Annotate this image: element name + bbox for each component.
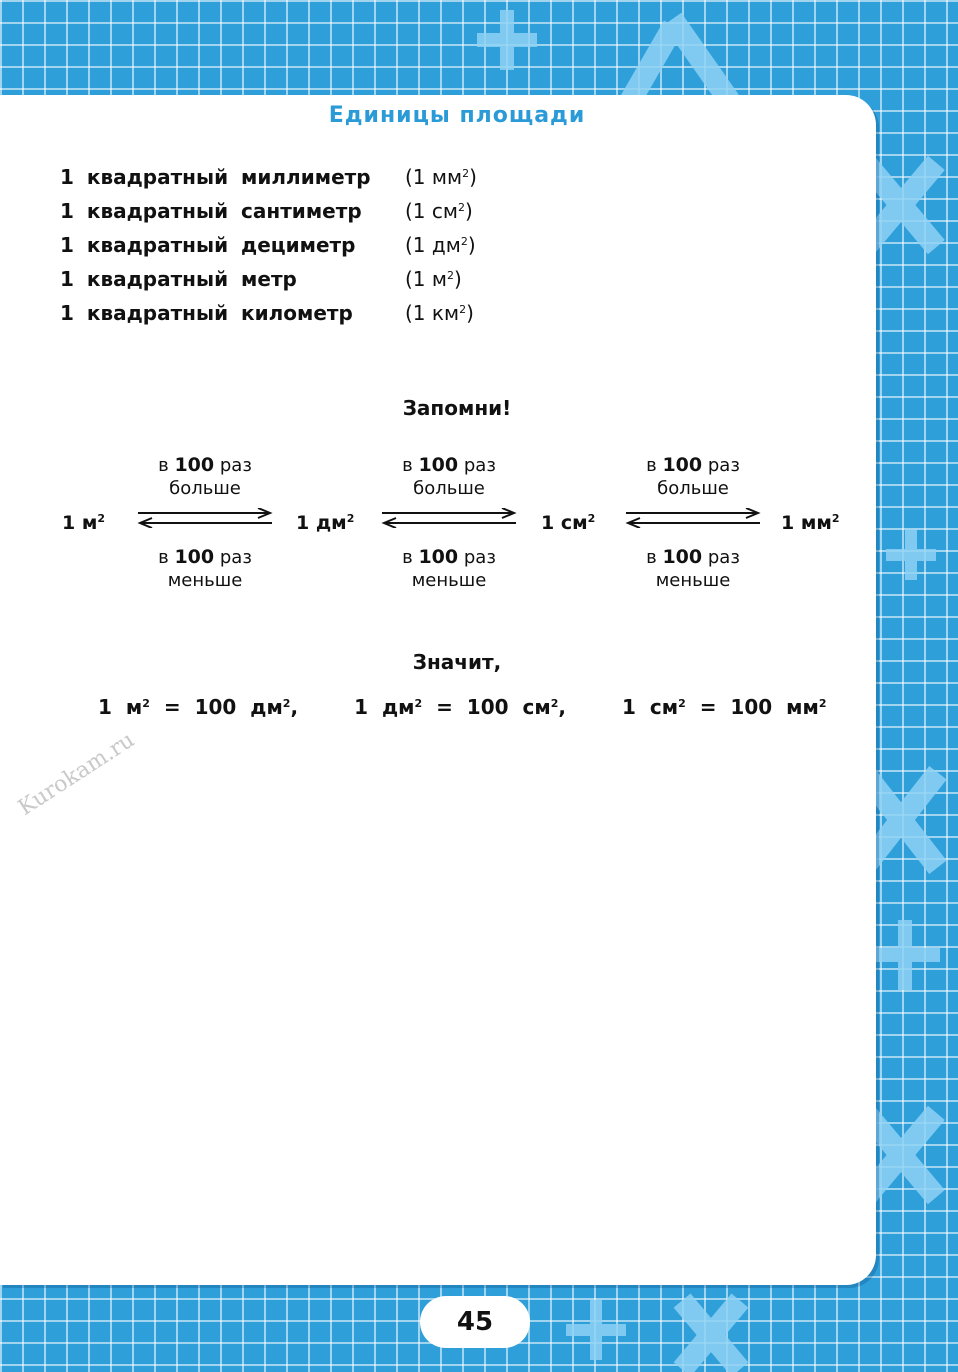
unit-abbr-close: ) (469, 165, 477, 189)
node-label: 1 см (541, 512, 588, 534)
node-power: 2 (346, 512, 355, 525)
page-number: 45 (420, 1296, 530, 1348)
double-arrow-icon (380, 508, 518, 528)
eq-rhs: = 100 см (422, 695, 551, 719)
unit-name: 1 квадратный сантиметр (60, 199, 362, 223)
eq-rhs: = 100 дм (149, 695, 283, 719)
label-smaller (130, 546, 280, 592)
remember-heading: Запомни! (402, 396, 512, 420)
factor-text: 100 (174, 546, 215, 568)
unit-abbr-close: ) (467, 233, 476, 257)
node-power: 2 (587, 512, 596, 525)
page-title: Единицы площади (328, 103, 586, 128)
prefix-text: в (158, 547, 169, 568)
unit-row (60, 194, 477, 228)
node-label: 1 мм (781, 512, 832, 534)
unit-abbr (405, 165, 477, 189)
node-power: 2 (97, 512, 106, 525)
label-smaller (618, 546, 768, 592)
unit-abbr-text: (1 дм (405, 233, 461, 257)
label-bigger (130, 454, 280, 500)
unit-name: 1 квадратный дециметр (60, 233, 356, 257)
bigger-text: больше (657, 478, 729, 499)
bigger-text: больше (169, 478, 241, 499)
eq-rhs-power: 2 (818, 697, 827, 710)
unit-abbr (405, 301, 474, 325)
unit-abbr-power: 2 (446, 269, 454, 282)
node-square-meter (62, 512, 105, 534)
label-bigger (618, 454, 768, 500)
eq-lhs: 1 дм (354, 695, 415, 719)
unit-abbr (405, 233, 476, 257)
node-square-millimeter (781, 512, 840, 534)
double-arrow-icon (136, 508, 274, 528)
equation (354, 695, 566, 719)
times-text: раз (219, 547, 252, 568)
eq-lhs: 1 см (621, 695, 679, 719)
conversion-scheme (0, 450, 880, 600)
prefix-text: в (158, 455, 169, 476)
times-text: раз (707, 455, 740, 476)
watermark: Kurokam.ru (14, 727, 140, 821)
equation (98, 695, 298, 719)
smaller-text: меньше (655, 570, 731, 591)
unit-row (60, 160, 477, 194)
eq-lhs-power: 2 (414, 697, 423, 710)
equation (622, 695, 827, 719)
unit-name: 1 квадратный метр (60, 267, 297, 291)
unit-abbr-power: 2 (462, 167, 470, 180)
eq-rhs-power: 2 (282, 697, 291, 710)
factor-text: 100 (662, 546, 703, 568)
unit-abbr-text: (1 см (405, 199, 458, 223)
prefix-text: в (646, 547, 657, 568)
times-text: раз (463, 455, 496, 476)
times-text: раз (219, 455, 252, 476)
units-list (60, 160, 477, 330)
conclusion-heading: Значит, (412, 650, 502, 674)
eq-rhs: = 100 мм (685, 695, 819, 719)
smaller-text: меньше (411, 570, 487, 591)
unit-abbr-power: 2 (457, 201, 465, 214)
factor-text: 100 (418, 546, 459, 568)
prefix-text: в (402, 547, 413, 568)
times-text: раз (707, 547, 740, 568)
node-square-decimeter (296, 512, 354, 534)
unit-name: 1 квадратный километр (60, 301, 353, 325)
unit-row (60, 296, 477, 330)
unit-abbr-text: (1 мм (405, 165, 463, 189)
eq-tail: , (290, 695, 299, 719)
label-bigger (374, 454, 524, 500)
eq-lhs: 1 м (98, 695, 143, 719)
unit-row (60, 228, 477, 262)
unit-abbr-power: 2 (460, 235, 468, 248)
unit-row (60, 262, 477, 296)
conversion-link (374, 450, 524, 600)
eq-tail: , (558, 695, 566, 719)
node-square-centimeter (541, 512, 595, 534)
eq-lhs-power: 2 (678, 697, 686, 710)
eq-rhs-power: 2 (550, 697, 559, 710)
factor-text: 100 (662, 454, 703, 476)
prefix-text: в (402, 455, 413, 476)
unit-abbr-close: ) (453, 267, 462, 291)
conversion-link (130, 450, 280, 600)
equations (98, 695, 882, 719)
unit-abbr-text: (1 км (405, 301, 460, 325)
smaller-text: меньше (167, 570, 243, 591)
unit-abbr-text: (1 м (405, 267, 447, 291)
unit-abbr-power: 2 (459, 303, 467, 316)
label-smaller (374, 546, 524, 592)
double-arrow-icon (624, 508, 762, 528)
bigger-text: больше (413, 478, 485, 499)
node-label: 1 м (62, 512, 98, 534)
unit-abbr-close: ) (466, 301, 474, 325)
unit-abbr (405, 267, 462, 291)
times-text: раз (463, 547, 496, 568)
node-power: 2 (831, 512, 840, 525)
eq-lhs-power: 2 (142, 697, 150, 710)
conversion-link (618, 450, 768, 600)
factor-text: 100 (418, 454, 459, 476)
prefix-text: в (646, 455, 657, 476)
unit-abbr (405, 199, 473, 223)
unit-abbr-close: ) (464, 199, 473, 223)
unit-name: 1 квадратный миллиметр (60, 165, 371, 189)
node-label: 1 дм (296, 512, 347, 534)
factor-text: 100 (174, 454, 215, 476)
